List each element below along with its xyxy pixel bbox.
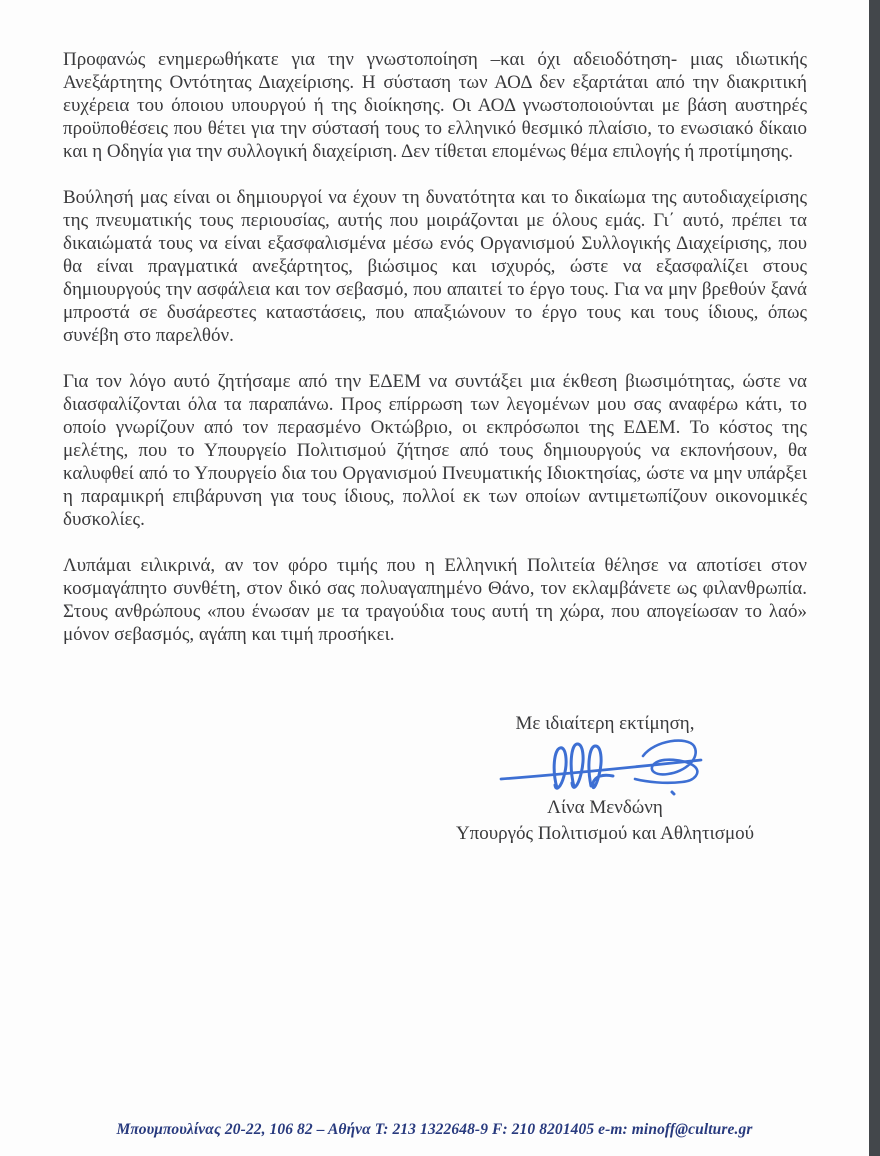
body-paragraph: Λυπάμαι ειλικρινά, αν τον φόρο τιμής που η Ελληνική Πολιτεία θέλησε να αποτίσει στον κοσμαγάπητο συνθέτη, στον δικό σας πολυαγαπημένο Θάνο, τον εκλαμβάνετε ως φιλανθρωπία. Στους ανθρώπους «που ένωσαν με τα τραγούδια τους αυτή τη χώρα, που απογείωσαν το λαό» μόνον σεβασμός, αγάπη και τιμή προσήκει.: [63, 555, 807, 645]
footer-contact-line: Μπουμπουλίνας 20-22, 106 82 – Αθήνα Τ: 213 1322648-9 F: 210 8201405 e-m: minoff@culture.gr: [116, 1121, 753, 1138]
scan-edge-strip: [869, 0, 880, 1156]
closing-block: [448, 712, 762, 845]
closing-salutation: Με ιδιαίτερη εκτίμηση,: [515, 713, 695, 734]
letter-body: [63, 48, 807, 669]
body-paragraph: Για τον λόγο αυτό ζητήσαμε από την ΕΔΕΜ να συντάξει μια έκθεση βιωσιμότητας, ώστε να διασφαλίζονται όλα τα παραπάνω. Προς επίρρωση των λεγομένων μου σας αναφέρω κάτι, το οποίο γνωρίζουν από τον περασμένο Οκτώβριο, οι εκπρόσωποι της ΕΔΕΜ. Το κόστος της μελέτης, που το Υπουργείο Πολιτισμού ζήτησε από τους δημιουργούς να εκπονήσουν, θα καλυφθεί από το Υπουργείο δια του Οργανισμού Πνευματικής Ιδιοκτησίας, ώστε να μην υπάρξει η παραμικρή επιβάρυνση για τους ίδιους, πολλοί εκ των οποίων αντιμετωπίζουν οικονομικές δυσκολίες.: [63, 371, 807, 530]
signatory-title: Υπουργός Πολιτισμού και Αθλητισμού: [455, 823, 755, 844]
body-paragraph: Βούλησή μας είναι οι δημιουργοί να έχουν τη δυνατότητα και το δικαίωμα της αυτοδιαχείρισης της πνευματικής τους περιουσίας, αυτής που μοιράζονται με όλους εμάς. Γι΄ αυτό, πρέπει τα δικαιώματά τους να είναι εξασφαλισμένα μέσω ενός Οργανισμού Συλλογικής Διαχείρισης, που θα είναι πραγματικά ανεξάρτητος, βιώσιμος και ισχυρός, ώστε να εξασφαλίζει στους δημιουργούς την ασφάλεια και τον σεβασμό, που απαιτεί το έργο τους. Για να μην βρεθούν ξανά μπροστά σε δυσάρεστες καταστάσεις, που απαξιώνουν το έργο τους και τους ίδιους, όπως συνέβη στο παρελθόν.: [63, 187, 807, 346]
signatory-name: Λίνα Μενδώνη: [547, 797, 663, 818]
signature-scribble: [495, 736, 715, 798]
signature-ink-icon: [495, 736, 715, 798]
body-paragraph: Προφανώς ενημερωθήκατε για την γνωστοποίηση –και όχι αδειοδότηση- μιας ιδιωτικής Ανεξάρτητης Οντότητας Διαχείρισης. Η σύσταση των ΑΟΔ δεν εξαρτάται από την διακριτική ευχέρεια του όποιου υπουργού ή της διοίκησης. Οι ΑΟΔ γνωστοποιούνται με βάση αυστηρές προϋποθέσεις που θέτει για την σύστασή τους το ελληνικό θεσμικό πλαίσιο, το ενωσιακό δίκαιο και η Οδηγία για την συλλογική διαχείριση. Δεν τίθεται επομένως θέμα επιλογής ή προτίμησης.: [63, 49, 807, 162]
